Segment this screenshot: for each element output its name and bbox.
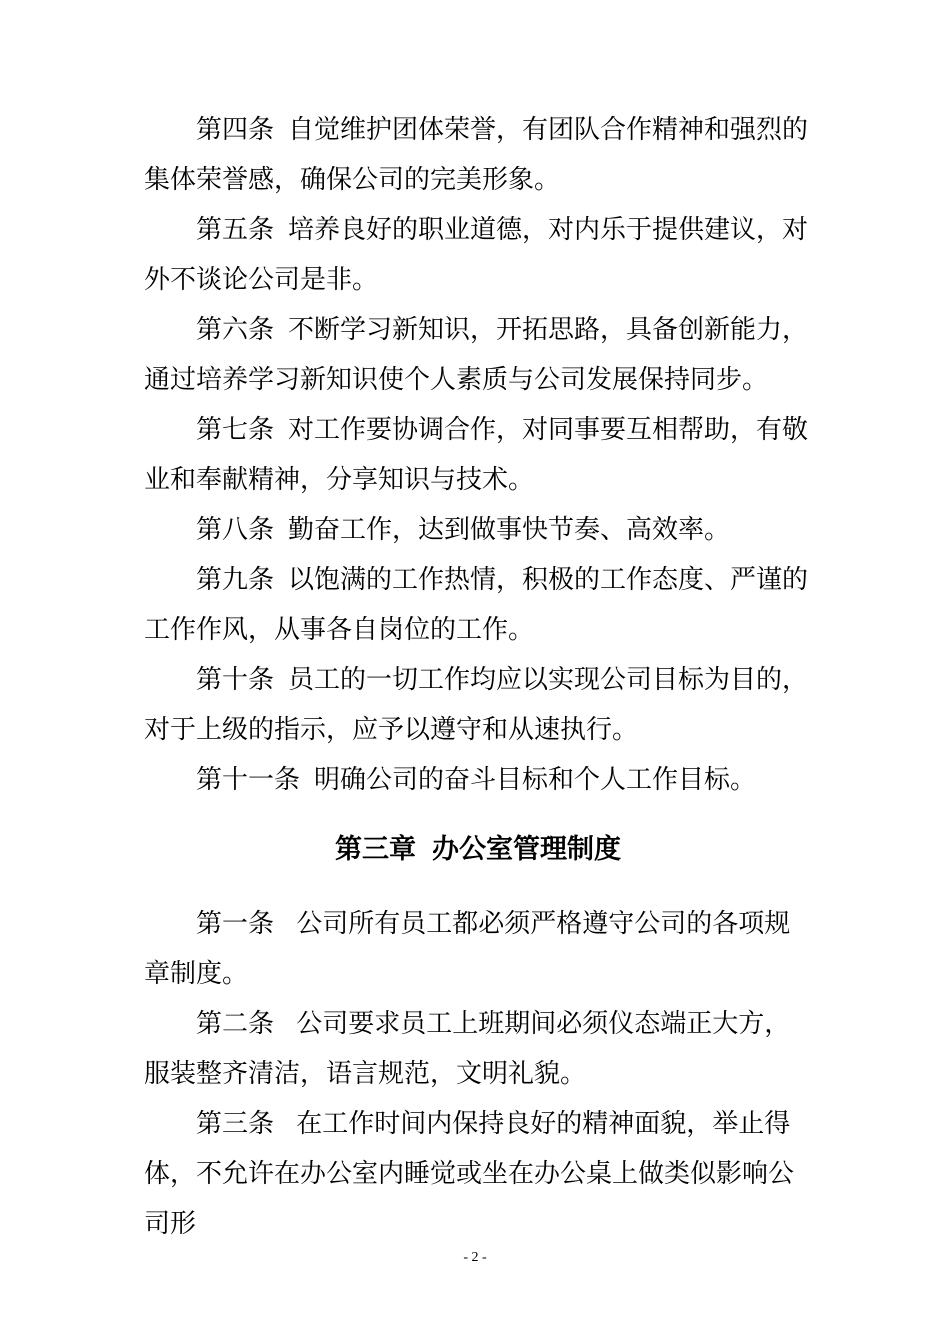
chapter-title: 办公室管理制度: [432, 834, 621, 865]
article-paragraph: [144, 555, 812, 655]
article-paragraph: [144, 105, 812, 205]
article-number: 第三条: [196, 1109, 275, 1139]
article-text: 对工作要协调合作，对同事要互相帮助，有敬业和奉献精神，分享知识与技术。: [144, 415, 809, 495]
chapter-heading: [144, 825, 812, 875]
document-body: [144, 105, 812, 1249]
article-text: 明确公司的奋斗目标和个人工作目标。: [314, 765, 757, 795]
article-paragraph: [144, 999, 812, 1099]
chapter-number: 第三章: [335, 834, 416, 865]
article-number: 第九条: [196, 565, 275, 595]
article-paragraph: [144, 655, 812, 755]
article-paragraph: [144, 205, 812, 305]
article-text: 以饱满的工作热情，积极的工作态度、严谨的工作作风，从事各自岗位的工作。: [144, 565, 809, 645]
article-text: 员工的一切工作均应以实现公司目标为目的，对于上级的指示，应予以遵守和从速执行。: [144, 665, 809, 745]
article-text: 公司要求员工上班期间必须仪态端正大方，服装整齐清洁，语言规范，文明礼貌。: [144, 1009, 791, 1089]
article-paragraph: [144, 505, 812, 555]
article-text: 在工作时间内保持良好的精神面貌，举止得体，不允许在办公室内睡觉或坐在办公桌上做类似影响公司形: [144, 1109, 795, 1239]
article-text: 自觉维护团体荣誉，有团队合作精神和强烈的集体荣誉感，确保公司的完美形象。: [144, 115, 809, 195]
article-number: 第六条: [196, 315, 275, 345]
article-number: 第四条: [196, 115, 275, 145]
article-number: 第一条: [196, 909, 275, 939]
article-paragraph: [144, 1099, 812, 1249]
article-paragraph: [144, 899, 812, 999]
article-paragraph: [144, 305, 812, 405]
article-paragraph: [144, 755, 812, 805]
article-text: 公司所有员工都必须严格遵守公司的各项规章制度。: [144, 909, 791, 989]
article-number: 第十条: [196, 665, 275, 695]
article-number: 第二条: [196, 1009, 275, 1039]
article-text: 勤奋工作，达到做事快节奏、高效率。: [288, 515, 731, 545]
article-number: 第八条: [196, 515, 275, 545]
article-number: 第十一条: [196, 765, 301, 795]
article-number: 第七条: [196, 415, 275, 445]
article-text: 培养良好的职业道德，对内乐于提供建议，对外不谈论公司是非。: [144, 215, 809, 295]
article-number: 第五条: [196, 215, 275, 245]
page-number: - 2 -: [463, 1250, 487, 1265]
article-text: 不断学习新知识，开拓思路，具备创新能力，通过培养学习新知识使个人素质与公司发展保持同步。: [144, 315, 809, 395]
article-paragraph: [144, 405, 812, 505]
